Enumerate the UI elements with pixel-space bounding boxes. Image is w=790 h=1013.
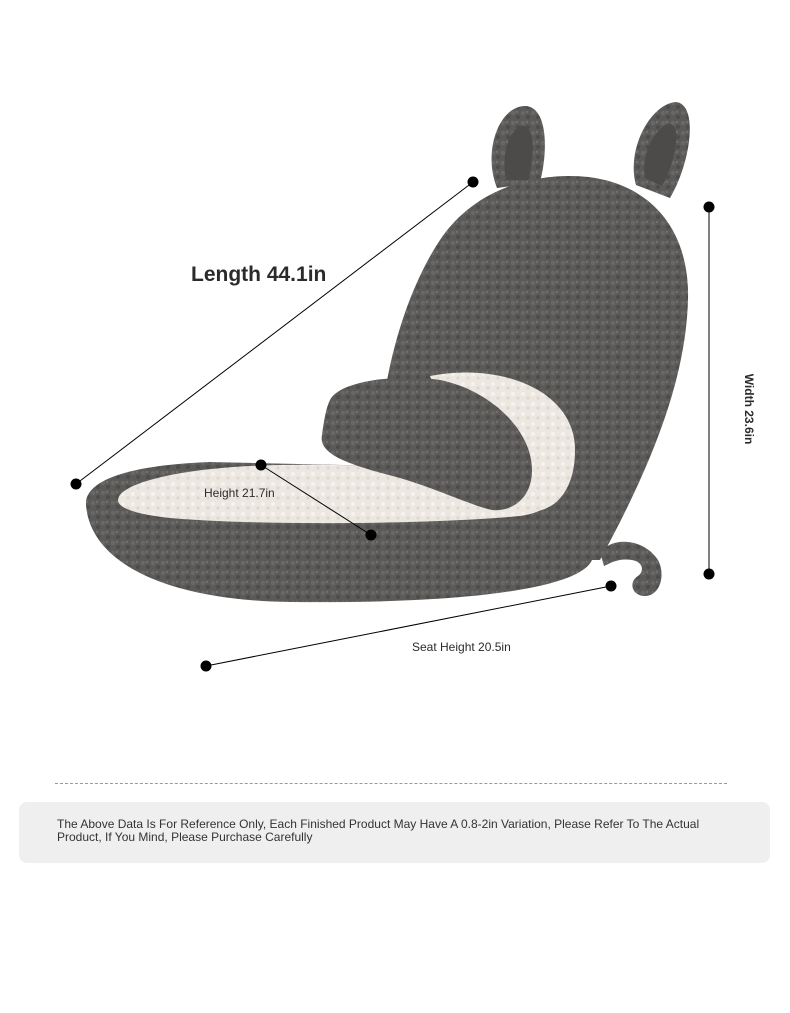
right-ear <box>634 102 690 198</box>
height-label: Height 21.7in <box>204 486 275 500</box>
width-label: Width 23.6in <box>742 373 756 445</box>
seat-height-label: Seat Height 20.5in <box>412 640 511 654</box>
notice-box <box>19 802 770 863</box>
width-end-marker <box>704 569 715 580</box>
width-start-marker <box>704 202 715 213</box>
dashed-divider <box>55 783 727 784</box>
length-start-marker <box>71 479 82 490</box>
length-label: Length 44.1in <box>191 263 327 286</box>
height-start-marker <box>256 460 267 471</box>
width-dimension-line <box>704 202 715 580</box>
length-end-marker <box>468 177 479 188</box>
notice-text: The Above Data Is For Reference Only, Each Finished Product May Have A 0.8-2in Variation, Please Refer To The Actual Product, If You Mind, Please Purchase Carefully <box>57 817 700 844</box>
seat-height-start-marker <box>201 661 212 672</box>
seat-height-end-marker <box>606 581 617 592</box>
height-end-marker <box>366 530 377 541</box>
left-ear <box>492 106 545 188</box>
